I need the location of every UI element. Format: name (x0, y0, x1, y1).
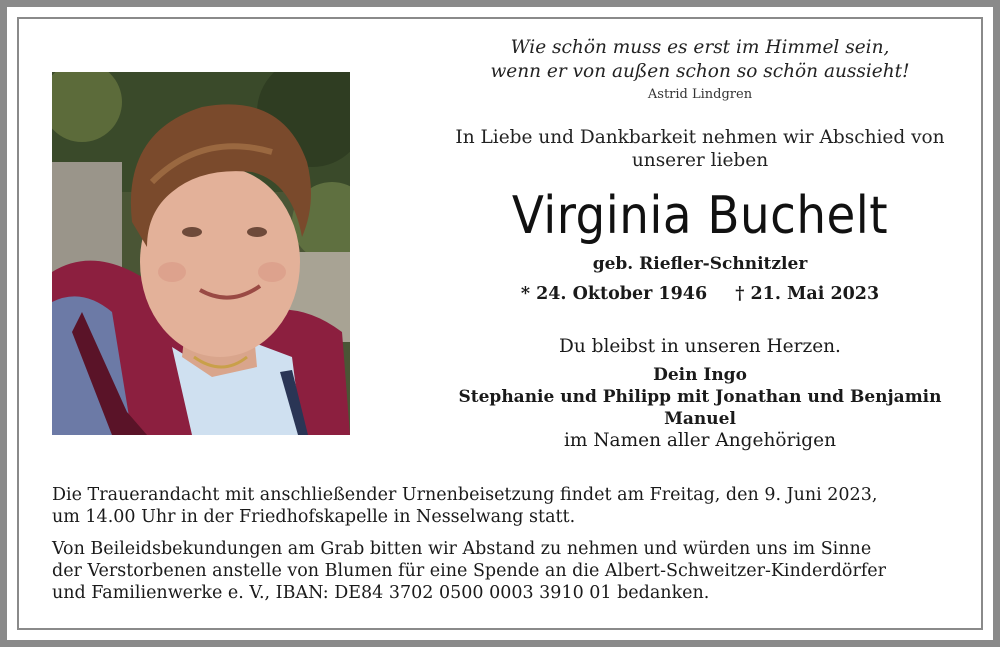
service-info (52, 484, 962, 528)
donation-info (52, 538, 962, 604)
deceased-name: Virginia Buchelt (511, 186, 889, 246)
quote-line-1: Wie schön muss es erst im Himmel sein, (510, 37, 890, 58)
born-name: geb. Riefler-Schnitzler (592, 254, 808, 274)
donation-line-1: Von Beileidsbekundungen am Grab bitten wir Abstand zu nehmen und würden uns im Sinne (52, 539, 872, 559)
quote-author: Astrid Lindgren (647, 87, 753, 102)
birth-date: * 24. Oktober 1946 (520, 284, 708, 304)
donation-line-2: der Verstorbenen anstelle von Blumen für eine Spende an die Albert-Schweitzer-Kinderdörfer (52, 561, 887, 581)
intro-text (440, 126, 960, 172)
family-line-1: Dein Ingo (653, 365, 747, 385)
portrait-photo (52, 72, 350, 435)
family-names (440, 364, 960, 430)
service-line-1: Die Trauerandacht mit anschließender Urnenbeisetzung findet am Freitag, den 9. Juni 2023, (52, 485, 878, 505)
intro-line-1: In Liebe und Dankbarkeit nehmen wir Abschied von (455, 127, 945, 148)
donation-line-3: und Familienwerke e. V., IBAN: DE84 3702 0500 0003 3910 01 bedanken. (52, 583, 710, 603)
family-line-2: Stephanie und Philipp mit Jonathan und Benjamin (458, 387, 942, 407)
death-date: † 21. Mai 2023 (735, 284, 880, 304)
intro-line-2: unserer lieben (631, 150, 769, 171)
service-line-2: um 14.00 Uhr in der Friedhofskapelle in Nesselwang statt. (52, 507, 576, 527)
life-dates (440, 284, 960, 304)
quote-line-2: wenn er von außen schon so schön aussieht! (490, 61, 910, 82)
family-line-3: Manuel (664, 409, 736, 429)
quote (440, 36, 960, 84)
farewell-message: Du bleibst in unseren Herzen. (559, 336, 841, 357)
relatives-text: im Namen aller Angehörigen (564, 430, 836, 451)
